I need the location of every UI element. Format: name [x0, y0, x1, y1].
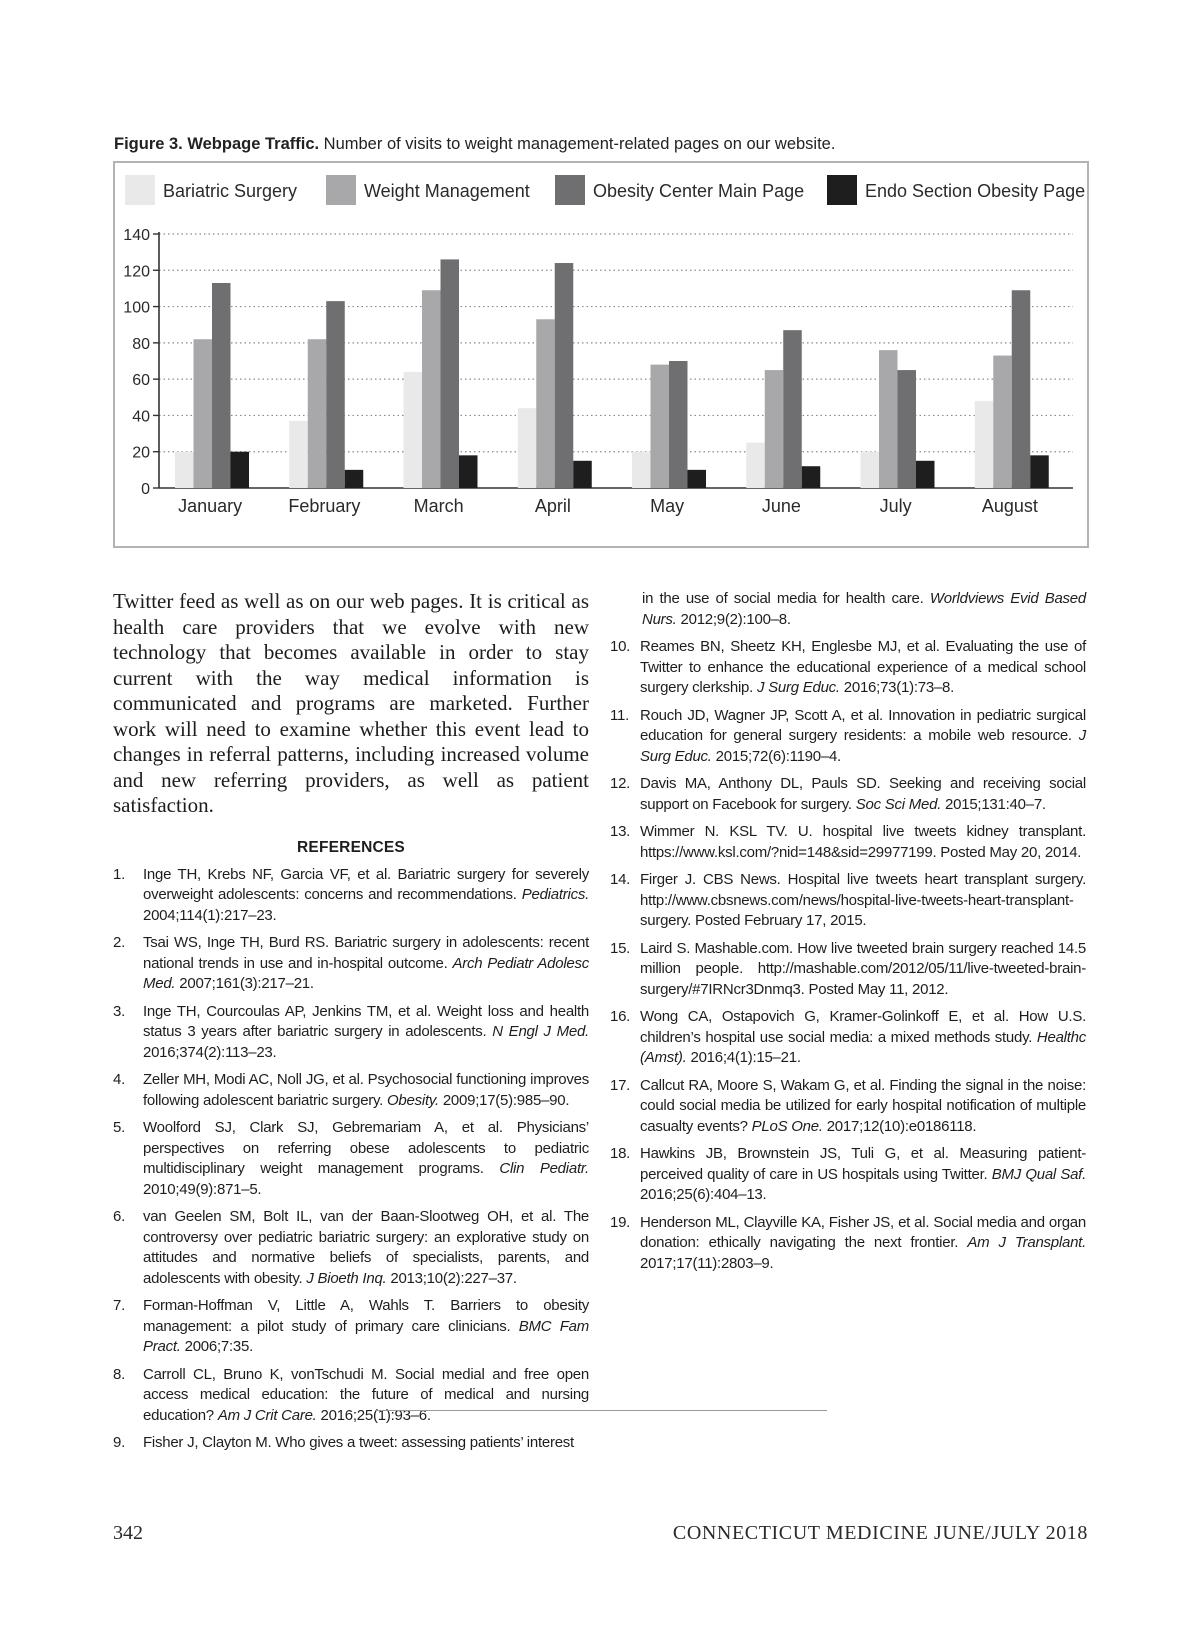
reference-number: 19. [610, 1213, 631, 1231]
reference-text [143, 1002, 589, 1064]
bar [404, 372, 423, 488]
reference-text [640, 774, 1086, 815]
bar [861, 452, 880, 488]
ref-authors-title: Rouch JD, Wagner JP, Scott A, et al. Innovation in pediatric surgical education for general surgery residents: a mobile web resource. [640, 706, 1086, 744]
reference-item [113, 1207, 589, 1289]
ref-journal: Soc Sci Med. [855, 795, 942, 813]
ref-cite: 2016;73(1):73–8. [839, 679, 955, 696]
bar [175, 452, 194, 488]
ref-cite: 2013;10(2):227–37. [386, 1269, 517, 1287]
reference-item [113, 1118, 589, 1200]
ref-text: in the use of social media for health care. [642, 590, 930, 607]
reference-number: 15. [610, 939, 631, 957]
reference-text [640, 637, 1086, 699]
bar [879, 350, 898, 488]
bar [518, 408, 537, 488]
y-tick-label: 60 [132, 372, 150, 390]
ref-cite: 2007;161(3):217–21. [175, 975, 314, 992]
ref-cite: 2017;17(11):2803–9. [640, 1254, 774, 1272]
legend-swatch [125, 175, 155, 205]
y-tick-label: 140 [123, 227, 150, 244]
ref-cite: 2006;7:35. [180, 1338, 254, 1355]
x-tick-label: August [981, 496, 1038, 516]
page-number: 342 [113, 1522, 143, 1544]
bar [688, 470, 707, 488]
journal-footer: CONNECTICUT MEDICINE JUNE/JULY 2018 [672, 1522, 1088, 1544]
ref-cite: 2004;114(1):217–23. [143, 906, 277, 924]
ref-authors-title: Zeller MH, Modi AC, Noll JG, et al. Psychosocial functioning improves following adolescent bariatric surgery. [143, 1071, 589, 1109]
reference-item [610, 939, 1086, 1001]
reference-text [143, 933, 589, 995]
reference-number: 3. [113, 1002, 126, 1020]
bar [326, 301, 345, 488]
figure-caption-text: Number of visits to weight management-related pages on our website. [323, 135, 836, 153]
y-tick-label: 0 [141, 481, 150, 498]
reference-number: 14. [610, 871, 631, 888]
bar [898, 370, 917, 488]
reference-text [640, 822, 1086, 863]
ref-authors-title: Wong CA, Ostapovich G, Kramer-Golinkoff E, et al. How U.S. children’s hospital use social media: a mixed methods study. [640, 1008, 1086, 1046]
bar [289, 421, 308, 488]
ref-authors-title: Inge TH, Krebs NF, Garcia VF, et al. Bariatric surgery for severely overweight adolescents: concerns and recommendations. [143, 865, 589, 903]
reference-text [640, 1213, 1086, 1275]
reference-text [640, 706, 1086, 768]
reference-item [113, 933, 589, 995]
ref-journal: Arch Pediatr Adolesc Med. [143, 954, 589, 992]
reference-number: 9. [113, 1434, 126, 1451]
bar [422, 290, 441, 488]
reference-item [610, 1213, 1086, 1275]
bar [802, 466, 821, 488]
x-tick-label: July [879, 496, 912, 516]
reference-number: 2. [113, 934, 126, 951]
reference-number: 1. [113, 865, 126, 883]
ref-journal: BMJ Qual Saf. [991, 1165, 1086, 1183]
ref-authors-title: Fisher J, Clayton M. Who gives a tweet: assessing patients’ interest [143, 1434, 574, 1451]
reference-item [610, 822, 1086, 863]
bar [441, 259, 460, 488]
ref-cite: 2015;131:40–7. [941, 795, 1046, 813]
reference-item [610, 637, 1086, 699]
x-tick-label: June [761, 496, 801, 516]
reference-text [143, 1365, 589, 1427]
bar-chart [115, 163, 1087, 546]
ref-cite: 2015;72(6):1190–4. [711, 747, 841, 765]
bar [783, 330, 802, 488]
legend-label: Obesity Center Main Page [593, 181, 805, 201]
bar [765, 370, 784, 488]
y-tick-label: 80 [132, 335, 150, 353]
ref-cite: 2016;4(1):15–21. [686, 1049, 801, 1066]
reference-number: 4. [113, 1071, 126, 1088]
bar [212, 283, 231, 488]
reference-number: 10. [610, 638, 631, 655]
bar [573, 461, 592, 488]
bar [345, 470, 364, 488]
ref-journal: Healthc (Amst). [640, 1028, 1086, 1066]
reference-item [610, 774, 1086, 815]
left-column [113, 589, 589, 1461]
x-tick-label: January [178, 496, 243, 516]
bar [651, 365, 670, 488]
reference-item [610, 1007, 1086, 1069]
ref-journal: Am J Crit Care. [217, 1406, 317, 1424]
reference-text [640, 939, 1086, 1001]
bar [459, 455, 478, 488]
reference-text [640, 1144, 1086, 1206]
ref-cite: 2012;9(2):100–8. [676, 610, 791, 628]
bar [975, 401, 994, 488]
reference-text [640, 1076, 1086, 1138]
end-rule [375, 1410, 827, 1411]
reference-number: 6. [113, 1208, 126, 1225]
ref-cite: 2016;25(6):404–13. [640, 1186, 767, 1203]
reference-item [610, 870, 1086, 932]
bar [669, 361, 688, 488]
bar [194, 339, 213, 488]
reference-item [113, 1433, 589, 1454]
reference-item [113, 1296, 589, 1358]
bar [916, 461, 935, 488]
bar [308, 339, 327, 488]
ref-journal: J Surg Educ. [756, 679, 840, 696]
ref-authors-title: van Geelen SM, Bolt IL, van der Baan-Slootweg OH, et al. The controversy over pediatric bariatric surgery: an explorative study on attitudes and normative beliefs of specialists, parents, and adolescents with obesity. [143, 1208, 589, 1287]
ref-authors-title: Forman-Hoffman V, Little A, Wahls T. Barriers to obesity management: a pilot study of primary care clinicians. [143, 1297, 589, 1335]
reference-number: 16. [610, 1008, 631, 1025]
reference-text [143, 1207, 589, 1289]
ref-journal: Clin Pediatr. [499, 1160, 589, 1177]
reference-item [610, 1144, 1086, 1206]
ref-cite: 2010;49(9):871–5. [143, 1180, 262, 1198]
ref-authors-title: Reames BN, Sheetz KH, Englesbe MJ, et al. Evaluating the use of Twitter to enhance the educational experience of a medical school surgery clerkship. [640, 638, 1086, 696]
reference-number: 17. [610, 1076, 631, 1094]
reference-text [143, 1118, 589, 1200]
reference-text [640, 1007, 1086, 1069]
figure-label: Figure 3. Webpage Traffic. [114, 135, 320, 153]
reference-item [610, 706, 1086, 768]
reference-text [143, 1433, 589, 1454]
ref-journal: Worldviews Evid Based Nurs. [642, 590, 1086, 628]
legend-label: Weight Management [364, 181, 530, 201]
ref-journal: BMC Fam Pract. [143, 1317, 590, 1355]
y-tick-label: 20 [132, 444, 150, 462]
bar [993, 356, 1012, 488]
x-tick-label: February [288, 496, 361, 516]
ref-cite: 2016;25(1):93–6. [316, 1406, 431, 1424]
ref-authors-title: Laird S. Mashable.com. How live tweeted brain surgery reached 14.5 million people. http://mashable.com/2012/05/11/live-tweeted-brain-surgery/#7IRNcr3Dnmq3. Posted May 11, 2012. [640, 939, 1086, 998]
references-list-left [113, 865, 589, 1454]
ref-authors-title: Henderson ML, Clayville KA, Fisher JS, et al. Social media and organ donation: ethically navigating the next frontier. [640, 1213, 1086, 1251]
references-list-right [610, 637, 1086, 1274]
legend-swatch [326, 175, 356, 205]
reference-text [143, 1070, 589, 1111]
ref-cite: 2009;17(5):985–90. [438, 1091, 570, 1109]
ref-journal: Pediatrics. [521, 886, 589, 903]
references-heading: REFERENCES [297, 838, 405, 856]
ref-journal: PLoS One. [751, 1117, 823, 1135]
reference-item [113, 865, 589, 927]
reference-number: 12. [610, 775, 631, 792]
x-tick-label: March [413, 496, 464, 516]
bar [1030, 455, 1049, 488]
right-column [610, 589, 1086, 1281]
ref-journal: N Engl J Med. [492, 1023, 589, 1040]
ref-cite: 2016;374(2):113–23. [143, 1043, 277, 1061]
ref-authors-title: Tsai WS, Inge TH, Burd RS. Bariatric surgery in adolescents: recent national trends in use and in-hospital outcome. [143, 934, 589, 972]
reference-text [640, 870, 1086, 932]
ref-authors-title: Wimmer N. KSL TV. U. hospital live tweets kidney transplant. https://www.ksl.com/?nid=148&sid=29977199. Posted May 20, 2014. [640, 823, 1086, 861]
reference-number: 8. [113, 1365, 126, 1383]
ref-authors-title: Inge TH, Courcoulas AP, Jenkins TM, et al. Weight loss and health status 3 years after bariatric surgery in adolescents. [143, 1002, 589, 1040]
reference-text [143, 865, 589, 927]
x-tick-label: April [534, 496, 571, 516]
y-tick-label: 40 [132, 408, 150, 426]
reference-number: 5. [113, 1119, 126, 1136]
x-tick-label: May [650, 496, 685, 516]
reference-number: 18. [610, 1145, 631, 1162]
y-tick-label: 120 [123, 263, 150, 281]
reference-9-continued [610, 589, 1086, 630]
bar [555, 263, 574, 488]
figure-box [113, 161, 1089, 548]
bar [231, 452, 250, 488]
y-tick-label: 100 [123, 299, 150, 317]
reference-item [113, 1002, 589, 1064]
reference-number: 13. [610, 823, 631, 840]
legend-swatch [555, 175, 585, 205]
figure-caption [114, 135, 1114, 154]
reference-number: 11. [610, 706, 629, 724]
reference-item [610, 1076, 1086, 1138]
ref-authors-title: Woolford SJ, Clark SJ, Gebremariam A, et al. Physicians’ perspectives on referring obese adolescents to pediatric multidisciplinary weight management programs. [143, 1119, 589, 1177]
ref-authors-title: Davis MA, Anthony DL, Pauls SD. Seeking and receiving social support on Facebook for surgery. [640, 775, 1086, 813]
ref-authors-title: Carroll CL, Bruno K, vonTschudi M. Social medial and free open access medical education: the future of medical and nursing education? [143, 1365, 589, 1424]
ref-journal: J Surg Educ. [640, 727, 1086, 765]
legend-label: Endo Section Obesity Page [865, 181, 1086, 201]
legend-label: Bariatric Surgery [163, 181, 298, 201]
ref-authors-title: Callcut RA, Moore S, Wakam G, et al. Finding the signal in the noise: could social media be utilized for early hospital notification of multiple casualty events? [640, 1076, 1086, 1135]
reference-item [113, 1365, 589, 1427]
bar [536, 319, 555, 488]
ref-authors-title: Firger J. CBS News. Hospital live tweets heart transplant surgery. http://www.cbsnews.com/news/hospital-live-tweets-heart-transplant-surgery. Posted February 17, 2015. [640, 871, 1086, 929]
reference-number: 7. [113, 1297, 126, 1314]
bar [1012, 290, 1031, 488]
bar [632, 452, 651, 488]
ref-cite: 2017;12(10):e0186118. [822, 1117, 977, 1135]
reference-text [143, 1296, 589, 1358]
reference-item [113, 1070, 589, 1111]
ref-authors-title: Hawkins JB, Brownstein JS, Tuli G, et al. Measuring patient-perceived quality of care in US hospitals using Twitter. [640, 1145, 1086, 1183]
ref-journal: Obesity. [387, 1091, 439, 1109]
ref-journal: Am J Transplant. [967, 1234, 1086, 1251]
body-paragraph: Twitter feed as well as on our web pages. It is critical as health care providers that we evolve with new technology that becomes available in order to stay current with the way medical information is communicated and programs are marketed. Further work will need to examine whether this event lead to changes in referral patterns, including increased volume and new referring providers, as well as patient satisfaction. [113, 589, 589, 817]
bar [746, 443, 765, 488]
legend-swatch [827, 175, 857, 205]
ref-journal: J Bioeth Inq. [306, 1269, 387, 1287]
